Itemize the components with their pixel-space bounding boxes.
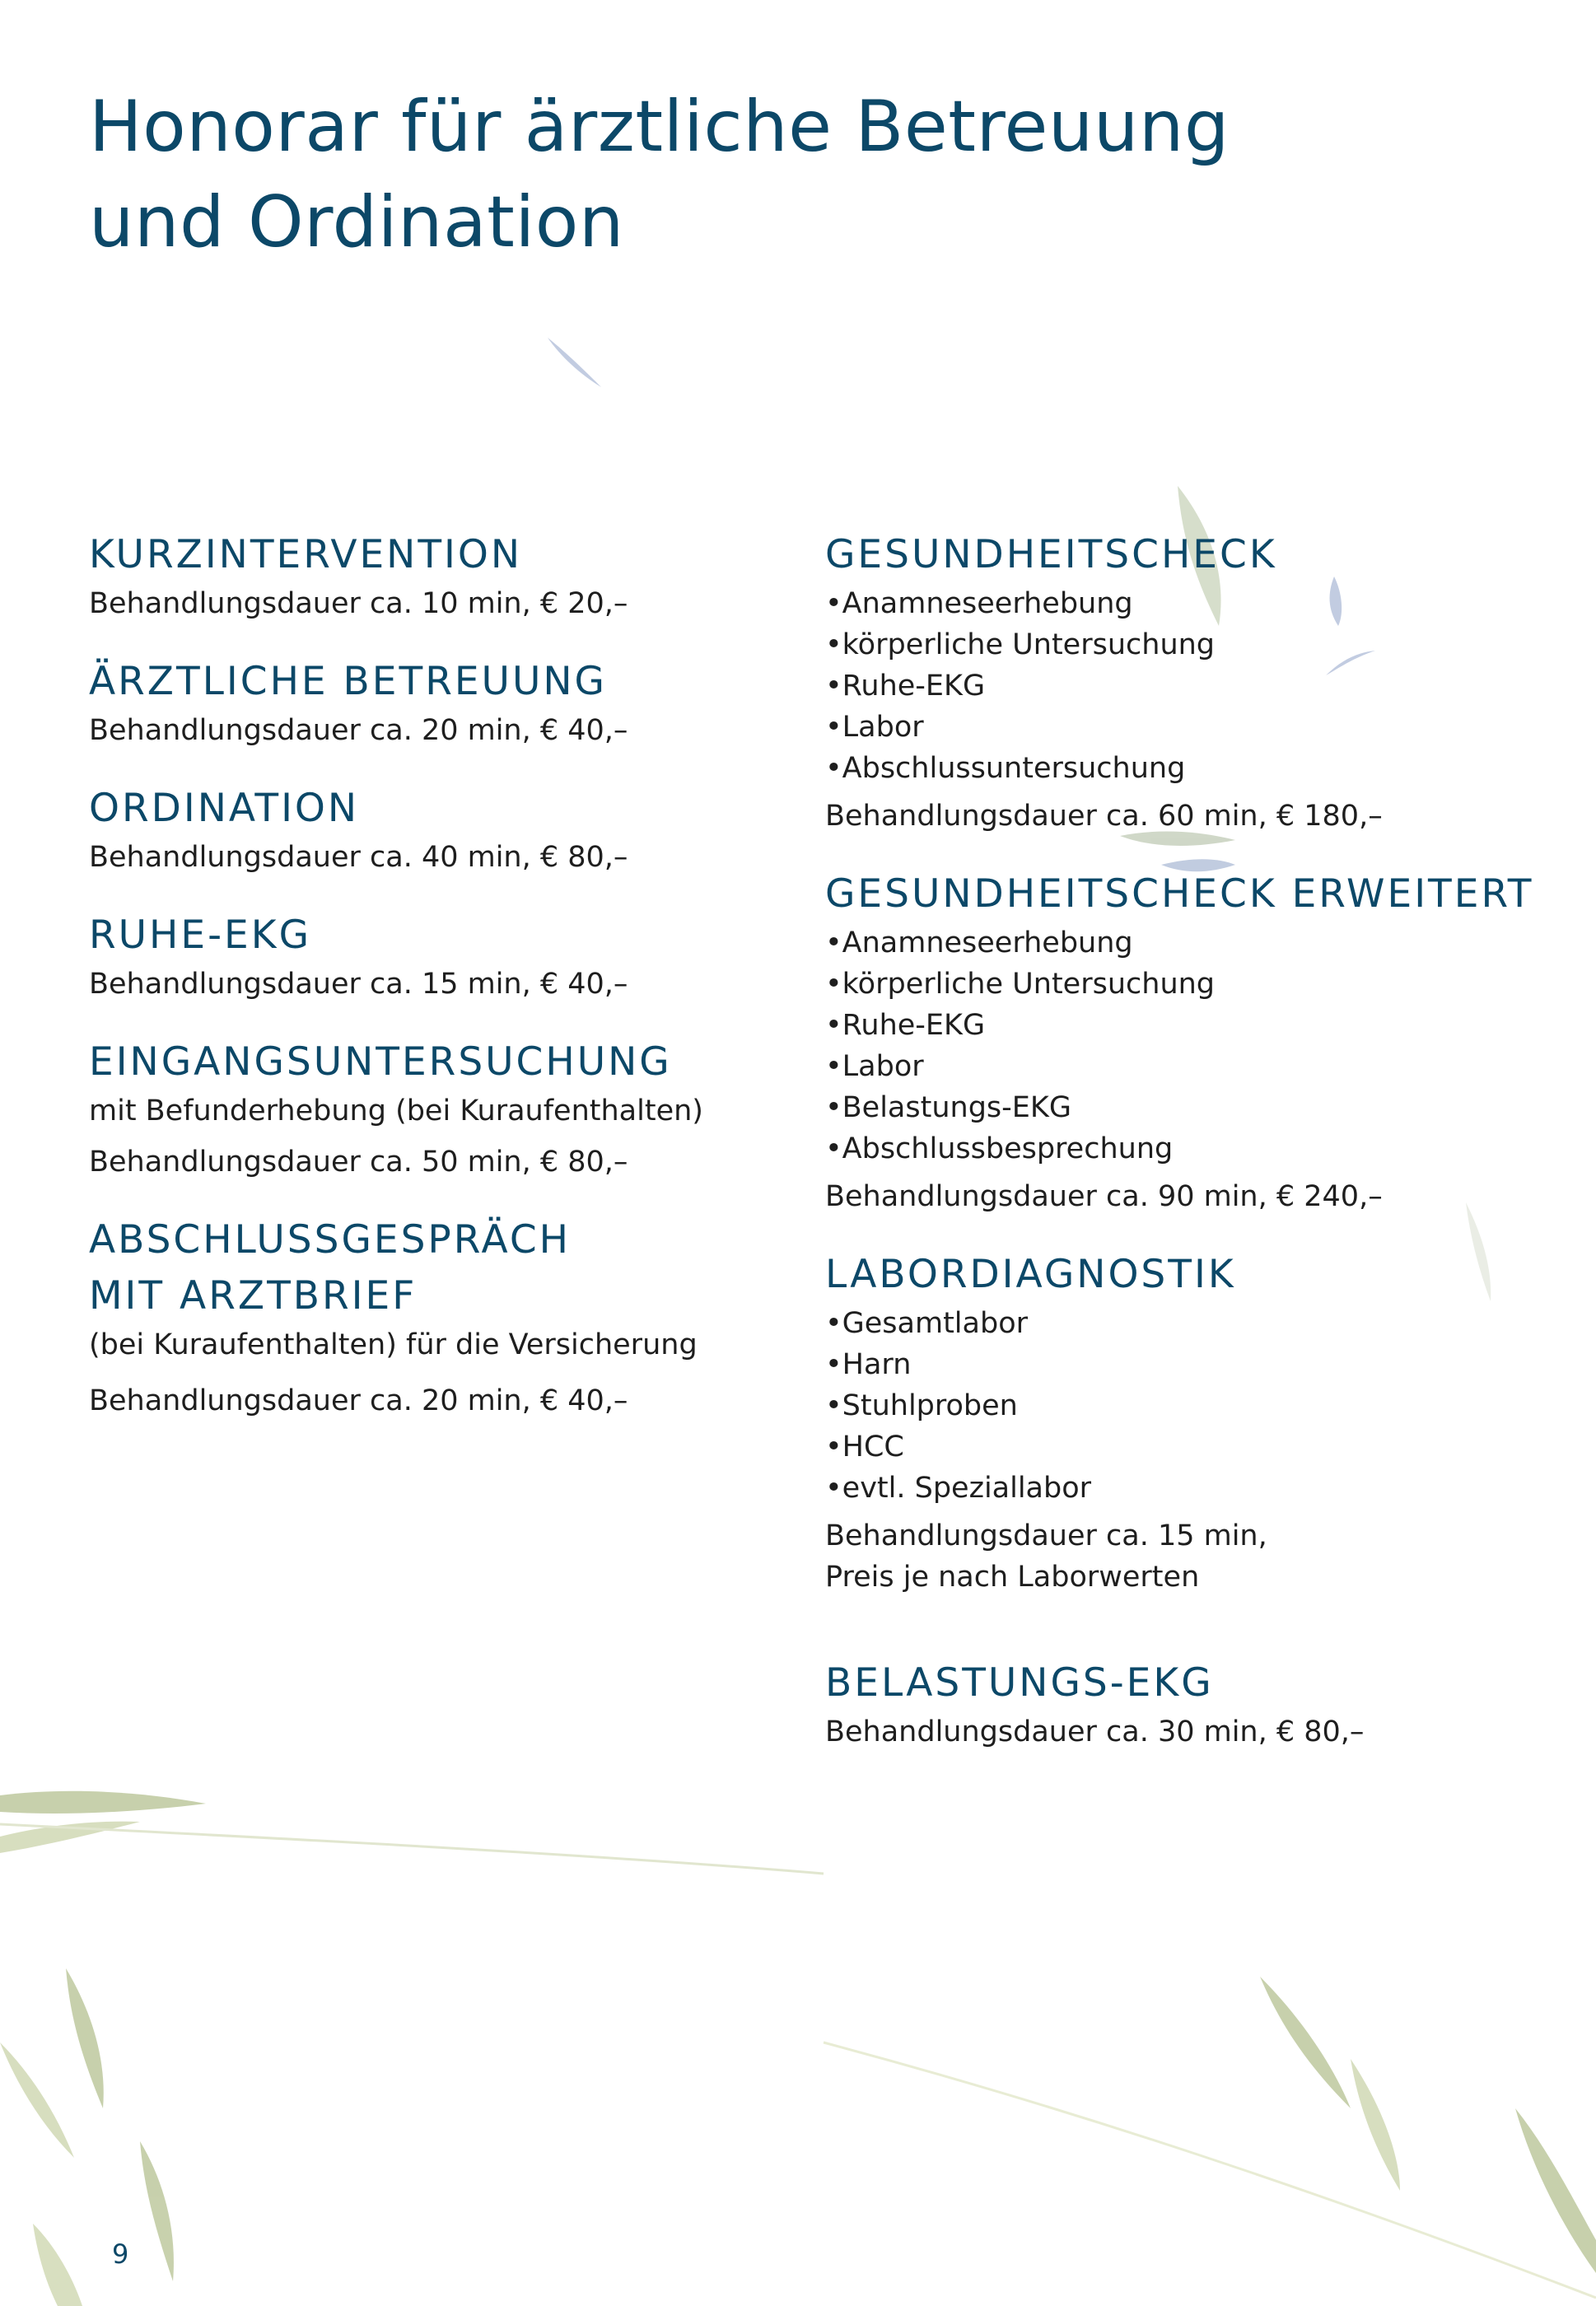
list-item: • Anamneseerhebung: [825, 922, 1566, 964]
list-item: • Stuhlproben: [825, 1385, 1566, 1426]
list-item: • Ruhe-EKG: [825, 665, 1566, 707]
section-detail: Behandlungsdauer ca. 50 min, € 80,–: [89, 1146, 628, 1179]
section-heading: EINGANGSUNTERSUCHUNG: [89, 1039, 672, 1085]
section-detail: Behandlungsdauer ca. 40 min, € 80,–: [89, 841, 628, 874]
section-heading: GESUNDHEITSCHECK: [825, 532, 1277, 577]
section-note: (bei Kuraufenthalten) für die Versicherung: [89, 1328, 698, 1361]
section-belastungs-ekg: [825, 1655, 1566, 1753]
section-kurzintervention: [89, 527, 797, 624]
section-detail: Behandlungsdauer ca. 20 min, € 40,–: [89, 1384, 628, 1417]
section-detail-line-2: Preis je nach Laborwerten: [825, 1561, 1200, 1594]
section-heading: ABSCHLUSSGESPRÄCH: [89, 1217, 572, 1263]
list-item: • Abschlussbesprechung: [825, 1128, 1566, 1169]
list-item: • Labor: [825, 707, 1566, 748]
page-title: [89, 79, 1230, 270]
section-note: mit Befunderhebung (bei Kuraufenthalten): [89, 1095, 703, 1127]
list-item: • Anamneseerhebung: [825, 583, 1566, 624]
list-item: • HCC: [825, 1426, 1566, 1468]
section-ordination: [89, 781, 797, 878]
list-item: • Abschlussuntersuchung: [825, 748, 1566, 789]
section-heading: ÄRZTLICHE BETREUUNG: [89, 659, 607, 704]
section-labordiagnostik: [825, 1247, 1566, 1598]
section-gesundheitscheck-erweitert: [825, 866, 1566, 1217]
page-number: 9: [112, 2238, 129, 2270]
section-detail: Behandlungsdauer ca. 20 min, € 40,–: [89, 714, 628, 747]
section-heading: ORDINATION: [89, 786, 360, 831]
list-item: • Ruhe-EKG: [825, 1005, 1566, 1046]
section-gesundheitscheck: [825, 527, 1566, 837]
section-heading: GESUNDHEITSCHECK ERWEITERT: [825, 871, 1534, 917]
section-heading: LABORDIAGNOSTIK: [825, 1252, 1236, 1297]
section-detail: Behandlungsdauer ca. 10 min, € 20,–: [89, 587, 628, 620]
section-detail: Behandlungsdauer ca. 15 min,: [825, 1519, 1267, 1552]
right-column: [825, 527, 1566, 1753]
list-item: • körperliche Untersuchung: [825, 624, 1566, 665]
section-detail: Behandlungsdauer ca. 90 min, € 240,–: [825, 1180, 1383, 1213]
section-heading: KURZINTERVENTION: [89, 532, 523, 577]
section-aerztliche-betreuung: [89, 654, 797, 751]
section-detail: Behandlungsdauer ca. 60 min, € 180,–: [825, 800, 1383, 833]
section-heading-line-2: MIT ARZTBRIEF: [89, 1273, 418, 1319]
list-item: • evtl. Speziallabor: [825, 1468, 1566, 1509]
list-item: • Harn: [825, 1344, 1566, 1385]
list-item: • Labor: [825, 1046, 1566, 1087]
left-column: [89, 527, 797, 1421]
section-eingangsuntersuchung: [89, 1034, 797, 1183]
list-item: • Belastungs-EKG: [825, 1087, 1566, 1128]
page-title-line-1: Honorar für ärztliche Betreuung: [89, 86, 1230, 168]
list-item: • körperliche Untersuchung: [825, 964, 1566, 1005]
item-list: [825, 922, 1566, 1169]
item-list: [825, 583, 1566, 789]
section-ruhe-ekg: [89, 908, 797, 1005]
list-item: • Gesamtlabor: [825, 1303, 1566, 1344]
section-detail: Behandlungsdauer ca. 30 min, € 80,–: [825, 1715, 1365, 1748]
section-heading: RUHE-EKG: [89, 913, 311, 958]
item-list: [825, 1303, 1566, 1509]
page-title-line-2: und Ordination: [89, 181, 624, 264]
section-heading: BELASTUNGS-EKG: [825, 1660, 1214, 1706]
section-abschlussgespraech: [89, 1212, 797, 1421]
section-detail: Behandlungsdauer ca. 15 min, € 40,–: [89, 968, 628, 1001]
